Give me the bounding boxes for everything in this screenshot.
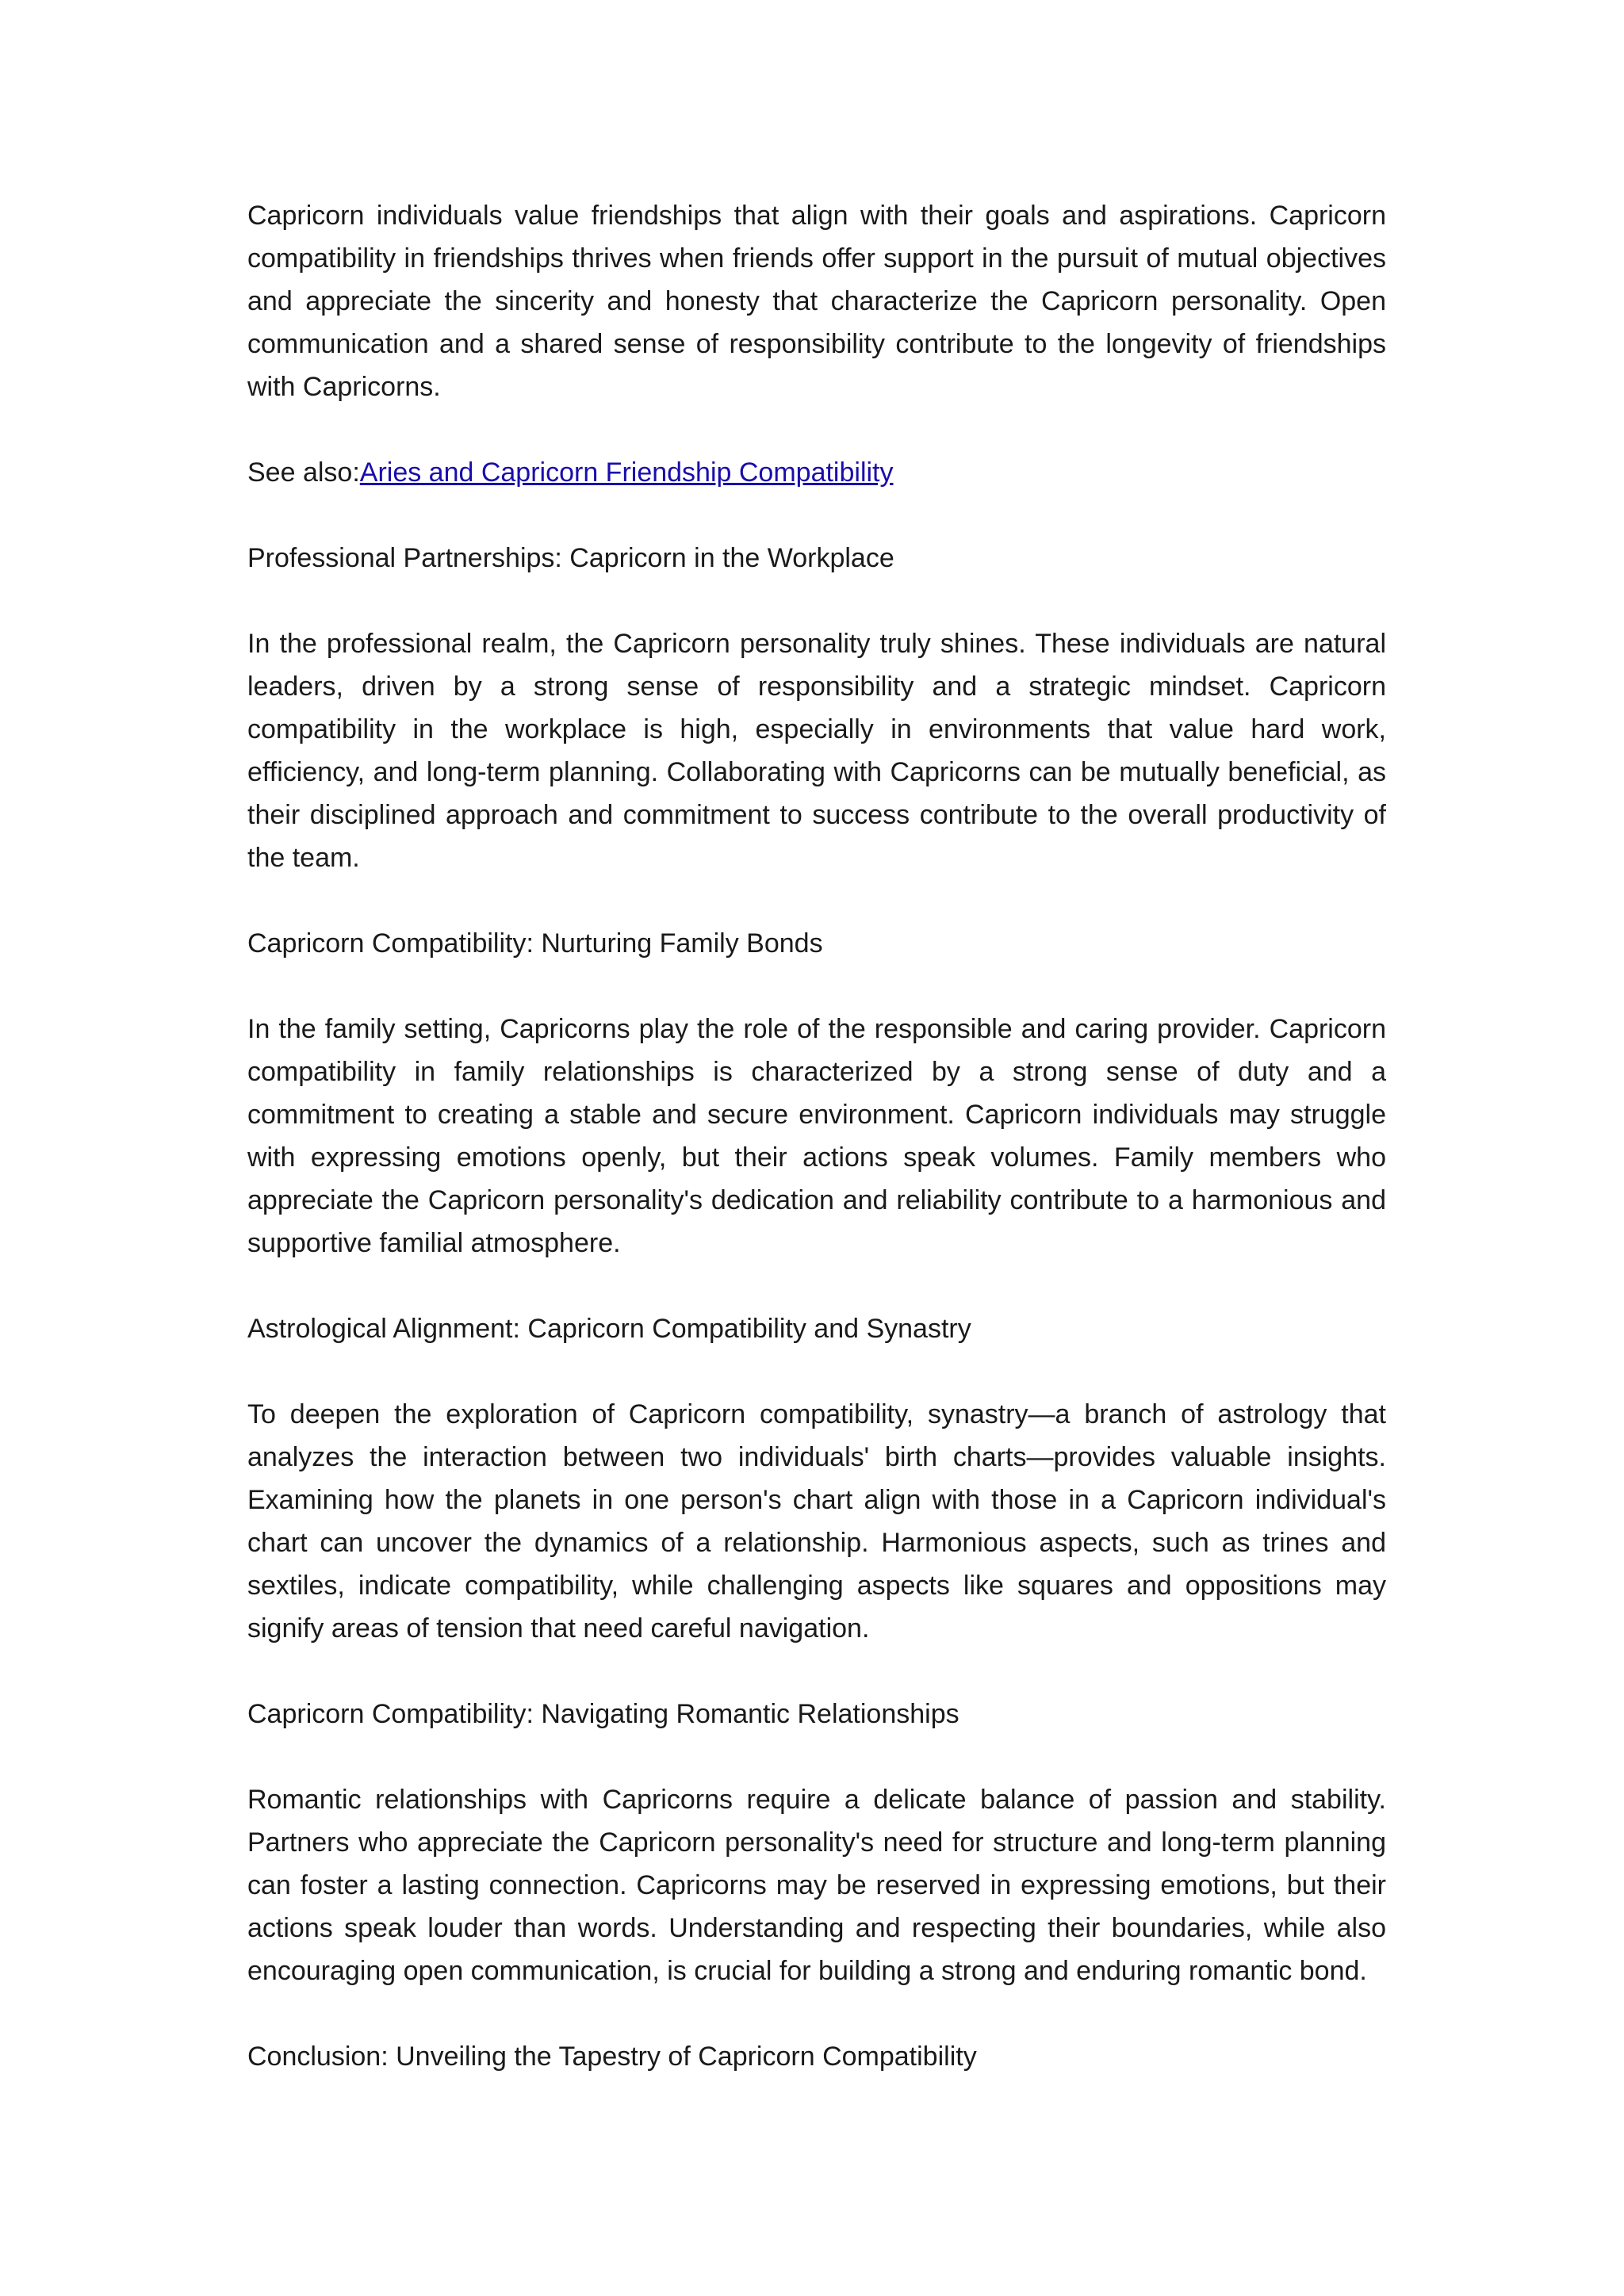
heading-conclusion: Conclusion: Unveiling the Tapestry of Capricorn Compatibility — [247, 2042, 977, 2072]
heading-family-bonds: Capricorn Compatibility: Nurturing Family Bonds — [247, 928, 823, 959]
paragraph-workplace: In the professional realm, the Capricorn personality truly shines. These individuals are natural leaders, driven by a strong sense of responsibility and a strategic mindset. Capricorn compatibility in the workplace is high, especially in environments that value hard work, efficiency, and long-term planning. Collaborating with Capricorns can be mutually beneficial, as their disciplined approach and commitment to success contribute to the overall productivity of the team. — [247, 629, 1386, 873]
see-also-link[interactable]: Aries and Capricorn Friendship Compatibility — [359, 457, 894, 488]
see-also-line — [247, 451, 1386, 494]
paragraph-family: In the family setting, Capricorns play the role of the responsible and caring provider. Capricorn compatibility in family relationships is characterized by a strong sense of duty and a commitment to creating a stable and secure environment. Capricorn individuals may struggle with expressing emotions openly, but their actions speak volumes. Family members who appreciate the Capricorn personality's dedication and reliability contribute to a harmonious and supportive familial atmosphere. — [247, 1014, 1386, 1258]
paragraph-romantic: Romantic relationships with Capricorns require a delicate balance of passion and stability. Partners who appreciate the Capricorn personality's need for structure and long-term planning can foster a lasting connection. Capricorns may be reserved in expressing emotions, but their actions speak louder than words. Understanding and respecting their boundaries, while also encouraging open communication, is crucial for building a strong and enduring romantic bond. — [247, 1785, 1386, 1986]
paragraph-synastry: To deepen the exploration of Capricorn compatibility, synastry—a branch of astrology that analyzes the interaction between two individuals' birth charts—provides valuable insights. Examining how the planets in one person's chart align with those in a Capricorn individual's chart can uncover the dynamics of a relationship. Harmonious aspects, such as trines and sextiles, indicate compatibility, while challenging aspects like squares and oppositions may signify areas of tension that need careful navigation. — [247, 1399, 1386, 1644]
document-page — [247, 194, 1386, 2121]
heading-romantic-relationships: Capricorn Compatibility: Navigating Romantic Relationships — [247, 1699, 959, 1729]
heading-professional-partnerships: Professional Partnerships: Capricorn in the Workplace — [247, 543, 894, 573]
paragraph-friendships: Capricorn individuals value friendships that align with their goals and aspirations. Capricorn compatibility in friendships thrives when friends offer support in the pursuit of mutual objectives and appreciate the sincerity and honesty that characterize the Capricorn personality. Open communication and a shared sense of responsibility contribute to the longevity of friendships with Capricorns. — [247, 201, 1386, 402]
heading-astrological-alignment: Astrological Alignment: Capricorn Compatibility and Synastry — [247, 1314, 971, 1344]
see-also-prefix: See also: — [247, 457, 360, 488]
